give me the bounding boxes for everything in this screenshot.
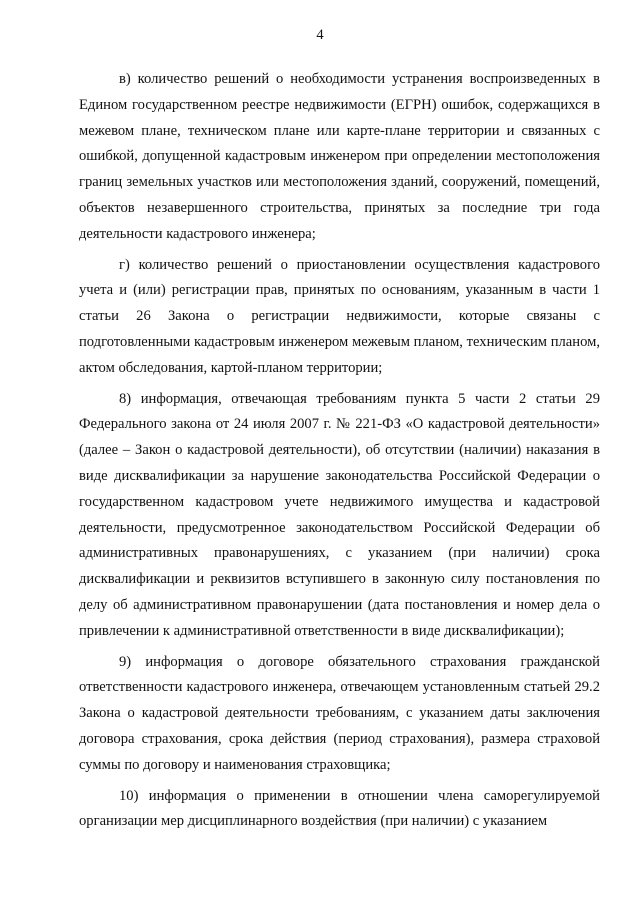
paragraph-10: 10) информация о применении в отношении члена саморегулируемой организации мер дисциплинарного воздействия (при наличии) с указанием: [79, 787, 600, 830]
paragraph-9: 9) информация о договоре обязательного страхования гражданской ответственности кадастрового инженера, отвечающем установленным статьей 29.2 Закона о кадастровой деятельности требованиям, с указанием даты заключения договора страхования, срока действия (период страхования), размера страховой суммы по договору и наименования страховщика;: [79, 653, 600, 773]
paragraph-g: г) количество решений о приостановлении осуществления кадастрового учета и (или) регистрации прав, принятых по основаниям, указанным в части 1 статьи 26 Закона о регистрации недвижимости, которые связаны с подготовленными кадастровым инженером межевым планом, техническим планом, актом обследования, картой-планом территории;: [79, 256, 600, 376]
paragraph-8: 8) информация, отвечающая требованиям пункта 5 части 2 статьи 29 Федерального закона от 24 июля 2007 г. № 221-ФЗ «О кадастровой деятельности» (далее – Закон о кадастровой деятельности), об отсутствии (наличии) наказания в виде дисквалификации за нарушение законодательства Российской Федерации о государственном кадастровом учете недвижимого имущества и кадастровой деятельности, предусмотренное законодательством Российской Федерации об административных правонарушениях, с указанием (при наличии) срока дисквалификации и реквизитов вступившего в законную силу постановления по делу об административном правонарушении (дата постановления и номер дела о привлечении к административной ответственности в виде дисквалификации);: [79, 390, 600, 639]
document-body: [79, 67, 600, 840]
paragraph-v: в) количество решений о необходимости устранения воспроизведенных в Едином государственном реестре недвижимости (ЕГРН) ошибок, содержащихся в межевом плане, техническом плане или карте-плане территории и связанных с ошибкой, допущенной кадастровым инженером при определении местоположения границ земельных участков или местоположения зданий, сооружений, помещений, объектов незавершенного строительства, принятых за последние три года деятельности кадастрового инженера;: [79, 71, 600, 242]
page-number: 4: [316, 27, 324, 43]
